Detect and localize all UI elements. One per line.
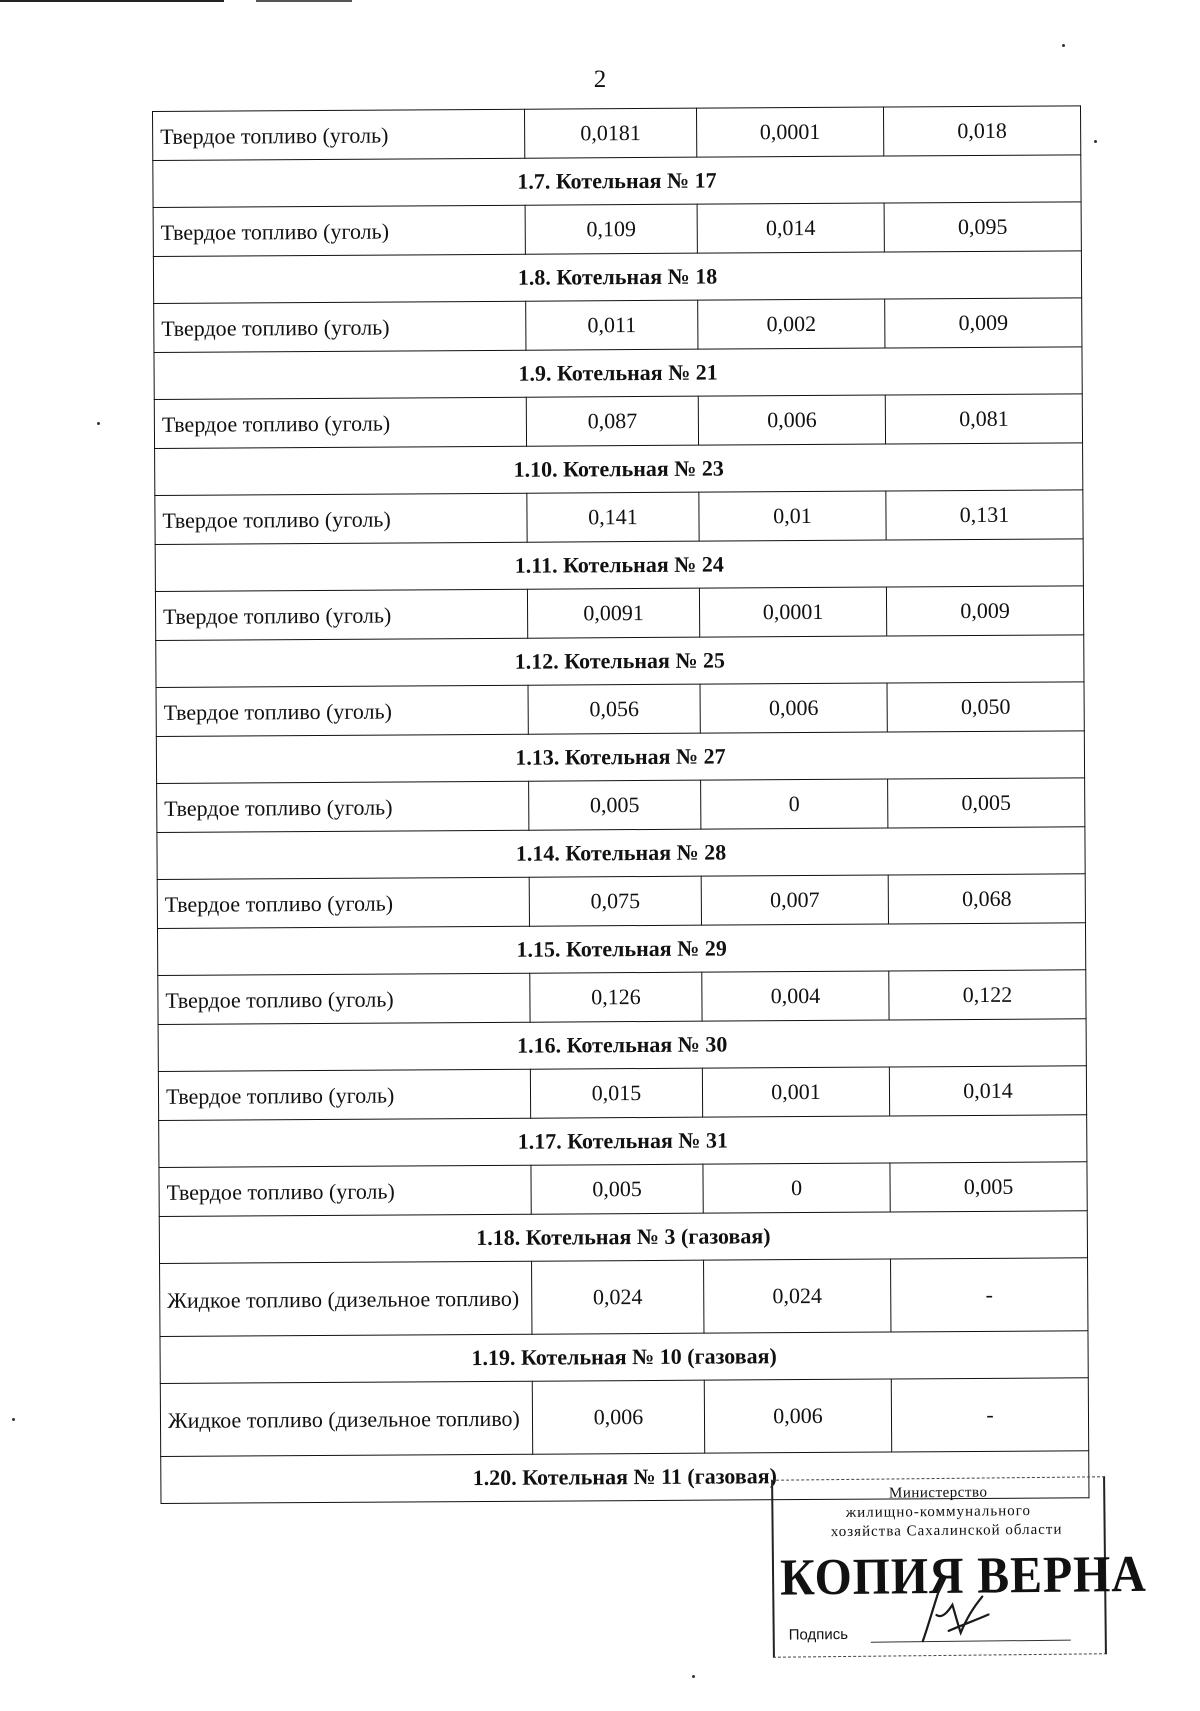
- value-cell: 0,056: [528, 684, 700, 734]
- section-title: 1.12. Котельная № 25: [156, 635, 1084, 688]
- table-row: [158, 970, 1086, 1025]
- value-cell: 0,050: [887, 682, 1084, 732]
- value-cell: 0,005: [888, 778, 1085, 828]
- table-row: [157, 874, 1085, 929]
- section-title: 1.14. Котельная № 28: [157, 827, 1085, 880]
- section-header-row: [156, 635, 1084, 688]
- value-cell: 0,009: [886, 586, 1083, 636]
- stamp-ministry-line-2: жилищно-коммунального: [845, 1503, 1032, 1521]
- value-cell: 0,014: [697, 203, 884, 253]
- fuel-type-cell: Твердое топливо (уголь): [157, 781, 529, 832]
- fuel-type-cell: Твердое топливо (уголь): [155, 493, 527, 544]
- value-cell: 0,126: [530, 972, 702, 1022]
- section-title: 1.16. Котельная № 30: [158, 1019, 1086, 1072]
- section-title: 1.20. Котельная № 11 (газовая): [161, 1451, 1089, 1504]
- stamp-ministry-line: Министерство: [888, 1484, 988, 1502]
- value-cell: 0,005: [531, 1164, 703, 1214]
- scan-speck: [97, 422, 100, 425]
- stamp-signature-label: Подпись: [788, 1625, 849, 1644]
- copy-certified-stamp: [771, 1476, 1147, 1657]
- value-cell: 0,01: [699, 491, 886, 541]
- value-cell: 0,081: [885, 394, 1082, 444]
- section-title: 1.19. Котельная № 10 (газовая): [160, 1331, 1088, 1384]
- value-cell: 0,006: [704, 1379, 891, 1453]
- section-header-row: [159, 1211, 1087, 1264]
- fuel-type-cell: Твердое топливо (уголь): [157, 877, 529, 928]
- handwritten-signature: [912, 1574, 993, 1645]
- scan-speck: [1062, 44, 1065, 47]
- table-row: [154, 298, 1082, 353]
- section-title: 1.10. Котельная № 23: [155, 443, 1083, 496]
- section-title: 1.9. Котельная № 21: [154, 347, 1082, 400]
- value-cell: -: [891, 1258, 1088, 1332]
- section-title: 1.7. Котельная № 17: [153, 155, 1081, 208]
- value-cell: 0,0181: [524, 108, 696, 158]
- section-title: 1.15. Котельная № 29: [157, 923, 1085, 976]
- value-cell: 0,109: [525, 204, 697, 254]
- page-number: 2: [593, 66, 607, 93]
- value-cell: 0,018: [883, 106, 1080, 156]
- value-cell: 0,007: [701, 875, 888, 925]
- scan-speck: [692, 1675, 695, 1678]
- section-title: 1.8. Котельная № 18: [153, 251, 1081, 304]
- table-row: [154, 394, 1082, 449]
- value-cell: 0,095: [884, 202, 1081, 252]
- fuel-type-cell: Твердое топливо (уголь): [154, 301, 526, 352]
- section-title: 1.11. Котельная № 24: [155, 539, 1083, 592]
- fuel-type-cell: Твердое топливо (уголь): [153, 109, 525, 160]
- section-header-row: [153, 155, 1081, 208]
- fuel-type-cell: Жидкое топливо (дизельное топливо): [160, 1381, 532, 1456]
- section-title: 1.13. Котельная № 27: [156, 731, 1084, 784]
- fuel-type-cell: Твердое топливо (уголь): [156, 685, 528, 736]
- table-row: [153, 202, 1081, 257]
- value-cell: 0,005: [890, 1162, 1087, 1212]
- fuel-type-cell: Твердое топливо (уголь): [158, 1069, 530, 1120]
- section-header-row: [159, 1115, 1087, 1168]
- value-cell: 0,0091: [527, 588, 699, 638]
- value-cell: 0,015: [530, 1068, 702, 1118]
- section-header-row: [155, 443, 1083, 496]
- value-cell: 0,006: [700, 683, 887, 733]
- fuel-type-cell: Твердое топливо (уголь): [155, 589, 527, 640]
- value-cell: 0,068: [888, 874, 1085, 924]
- value-cell: 0,024: [704, 1259, 891, 1333]
- section-header-row: [155, 539, 1083, 592]
- section-header-row: [156, 731, 1084, 784]
- fuel-type-cell: Твердое топливо (уголь): [158, 973, 530, 1024]
- table-row: [160, 1378, 1088, 1457]
- fuel-type-cell: Жидкое топливо (дизельное топливо): [160, 1261, 532, 1336]
- table-row: [155, 490, 1083, 545]
- scan-speck: [1094, 140, 1097, 143]
- value-cell: 0,011: [526, 300, 698, 350]
- section-header-row: [153, 251, 1081, 304]
- value-cell: 0,006: [698, 395, 885, 445]
- section-header-row: [158, 1019, 1086, 1072]
- table-body: [153, 106, 1089, 1504]
- table-row: [155, 586, 1083, 641]
- table-row: [159, 1162, 1087, 1217]
- value-cell: 0,141: [527, 492, 699, 542]
- value-cell: 0,006: [532, 1380, 704, 1454]
- value-cell: 0,001: [702, 1067, 889, 1117]
- scan-edge-line: [0, 0, 640, 2]
- section-title: 1.18. Котельная № 3 (газовая): [159, 1211, 1087, 1264]
- fuel-type-cell: Твердое топливо (уголь): [153, 205, 525, 256]
- value-cell: 0,131: [886, 490, 1083, 540]
- stamp-ministry-line-3: хозяйства Сахалинской области: [830, 1521, 1063, 1541]
- value-cell: 0,0001: [696, 107, 883, 157]
- stamp-title: КОПИЯ ВЕРНА: [779, 1545, 1147, 1607]
- fuel-type-cell: Твердое топливо (уголь): [154, 397, 526, 448]
- value-cell: -: [891, 1378, 1088, 1452]
- value-cell: 0,075: [529, 876, 701, 926]
- value-cell: 0,004: [702, 971, 889, 1021]
- section-header-row: [160, 1331, 1088, 1384]
- fuel-type-cell: Твердое топливо (уголь): [159, 1165, 531, 1216]
- value-cell: 0,122: [889, 970, 1086, 1020]
- section-header-row: [154, 347, 1082, 400]
- value-cell: 0,009: [885, 298, 1082, 348]
- value-cell: 0: [703, 1163, 890, 1213]
- value-cell: 0,005: [529, 780, 701, 830]
- table-row: [153, 106, 1081, 161]
- section-header-row: [157, 827, 1085, 880]
- fuel-reserve-table: [152, 105, 1089, 1504]
- value-cell: 0,0001: [699, 587, 886, 637]
- table-row: [158, 1066, 1086, 1121]
- value-cell: 0,087: [526, 396, 698, 446]
- section-title: 1.17. Котельная № 31: [159, 1115, 1087, 1168]
- value-cell: 0,024: [532, 1260, 704, 1334]
- table-row: [157, 778, 1085, 833]
- table-row: [156, 682, 1084, 737]
- value-cell: 0: [701, 779, 888, 829]
- scan-speck: [12, 1418, 15, 1421]
- section-header-row: [157, 923, 1085, 976]
- table-row: [160, 1258, 1088, 1337]
- value-cell: 0,002: [698, 299, 885, 349]
- value-cell: 0,014: [889, 1066, 1086, 1116]
